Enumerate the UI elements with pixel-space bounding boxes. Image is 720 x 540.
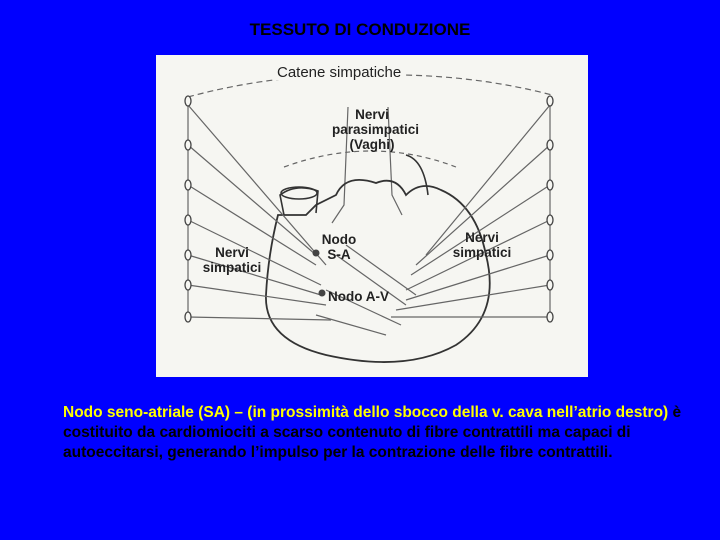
caption-text (63, 403, 693, 463)
label-catene: Catene simpatiche (274, 65, 404, 80)
vessel-opening (281, 187, 317, 199)
heart-outline (266, 180, 490, 362)
label-parasimp: Nervi parasimpatici (Vaghi) (332, 107, 420, 152)
caption-rest: è costituito da cardiomiociti a scarso contenuto di fibre contrattili ma capaci di autoeccitarsi, generando l’impulso per la contrazione delle fibre contrattili. (63, 404, 682, 461)
label-nodo-av: Nodo A-V (328, 289, 389, 304)
vena-cava (280, 188, 318, 215)
av-node-dot (319, 290, 326, 297)
slide-title: TESSUTO DI CONDUZIONE (249, 20, 471, 39)
heart-nerve-illustration (156, 55, 588, 377)
vagal-arc (284, 151, 456, 167)
aorta-arch (406, 155, 428, 195)
conduction-diagram (156, 55, 588, 377)
label-nodo-sa: Nodo S-A (321, 232, 357, 262)
label-simpatici-left: Nervi simpatici (202, 245, 262, 275)
label-simpatici-right: Nervi simpatici (452, 230, 512, 260)
caption-highlight: Nodo seno-atriale (SA) – (in prossimità dello sbocco della v. cava nell’atrio destro) (63, 404, 669, 421)
